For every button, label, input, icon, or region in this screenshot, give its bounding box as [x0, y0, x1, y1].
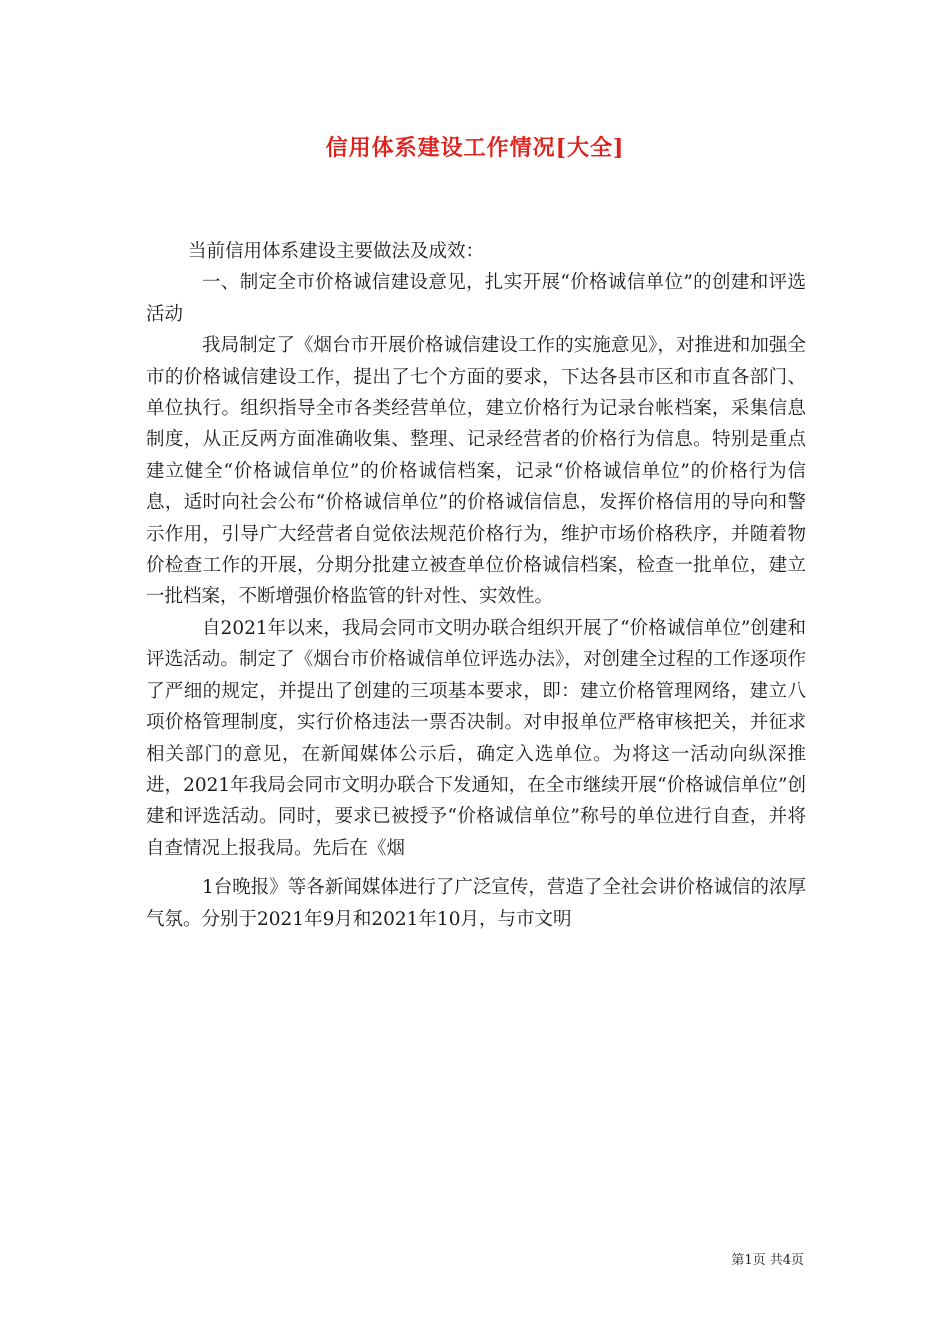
document-body: [146, 236, 806, 935]
paragraph: 自2021年以来，我局会同市文明办联合组织开展了“价格诚信单位”创建和评选活动。制定了《烟台市价格诚信单位评选办法》，对创建全过程的工作逐项作了严细的规定，并提出了创建的三项基本要求，即：建立价格管理网络，建立八项价格管理制度，实行价格违法一票否决制。对申报单位严格审核把关，并征求相关部门的意见，在新闻媒体公示后，确定入选单位。为将这一活动向纵深推进，2021年我局会同市文明办联合下发通知，在全市继续开展“价格诚信单位”创建和评选活动。同时，要求已被授予“价格诚信单位”称号的单位进行自查，并将自查情况上报我局。先后在《烟: [146, 617, 806, 859]
paragraph: 我局制定了《烟台市开展价格诚信建设工作的实施意见》，对推进和加强全市的价格诚信建设工作，提出了七个方面的要求，下达各县市区和市直各部门、单位执行。组织指导全市各类经营单位，建立价格行为记录台帐档案，采集信息制度，从正反两方面准确收集、整理、记录经营者的价格行为信息。特别是重点建立健全“价格诚信单位”的价格诚信档案，记录“价格诚信单位”的价格行为信息，适时向社会公布“价格诚信单位”的价格诚信信息，发挥价格信用的导向和警示作用，引导广大经营者自觉依法规范价格行为，维护市场价格秩序，并随着物价检查工作的开展，分期分批建立被查单位价格诚信档案，检查一批单位，建立一批档案，不断增强价格监管的针对性、实效性。: [146, 335, 806, 608]
document-title: 信用体系建设工作情况[大全]: [325, 135, 625, 161]
page-indicator: 第1页 共4页: [731, 1253, 804, 1268]
paragraph: 1台晚报》等各新闻媒体进行了广泛宣传，营造了全社会讲价格诚信的浓厚气氛。分别于2021年9月和2021年10月，与市文明: [146, 877, 806, 930]
section-heading: 一、制定全市价格诚信建设意见，扎实开展“价格诚信单位”的创建和评选活动: [146, 272, 806, 325]
intro-line: 当前信用体系建设主要做法及成效：: [188, 241, 485, 262]
